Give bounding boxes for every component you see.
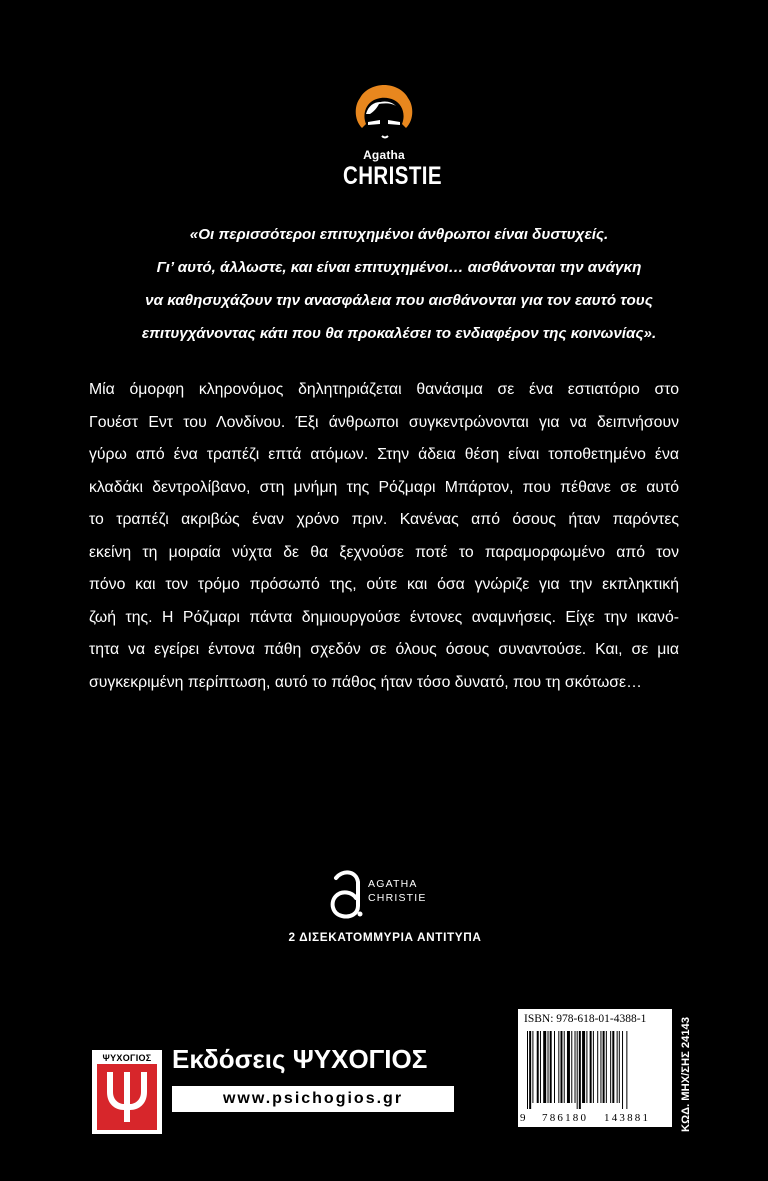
copies-sold-text: 2 ΔΙΣΕΚΑΤΟΜΜΥΡΙΑ ΑΝΤΙΤΥΠΑ	[288, 930, 482, 944]
blurb-line: γύρω από ένα τραπέζι επτά ατόμων. Στην άδεια θέση είναι τοποθετημένο ένα	[89, 446, 679, 463]
blurb-line: εκείνη τη μοιραία νύχτα δε θα ξεχνούσε ποτέ το παραμορφωμένο από τον	[89, 543, 679, 561]
barcode-icon	[527, 1031, 663, 1109]
book-blurb	[89, 374, 679, 699]
quote-line: να καθησυχάζουν την ανασφάλεια που αισθάνονται για τον εαυτό τους	[145, 292, 653, 309]
blurb-line: το τραπέζι ακριβώς έναν χρόνο πριν. Κανένας από όσους ήταν παρόντες	[89, 511, 679, 528]
blurb-line: κλαδάκι δεντρολίβανο, στη μνήμη της Ρόζμαρι Μπάρτον, που πέθανε σε αυτό	[89, 478, 679, 496]
barcode-digit-group-1: 786180	[542, 1112, 589, 1124]
pull-quote	[120, 218, 678, 350]
blurb-line: συγκεκριμένη περίπτωση, αυτό το πάθος ήταν τόσο δυνατό, που τη σκότωσε…	[89, 673, 642, 691]
agatha-christie-signature-logo	[326, 866, 446, 922]
isbn-label: ISBN: 978-618-01-4388-1	[524, 1013, 647, 1025]
signature-line-2: CHRISTIE	[368, 892, 427, 904]
quote-line: επιτυγχάνοντας κάτι που θα προκαλέσει το ενδιαφέρον της κοινωνίας».	[141, 325, 657, 342]
signature-line-1: AGATHA	[368, 878, 418, 890]
agatha-christie-logo	[334, 84, 442, 194]
isbn-barcode-box	[518, 1009, 672, 1127]
logo-last-name: CHRISTIE	[343, 162, 442, 190]
signature-a-icon	[326, 866, 366, 922]
psi-icon	[97, 1064, 157, 1130]
barcode-digit-group-2: 143881	[604, 1112, 651, 1124]
publisher-name: Εκδόσεις ΨΥΧΟΓΙΟΣ	[172, 1044, 428, 1074]
publisher-url[interactable]: www.psichogios.gr	[172, 1086, 454, 1112]
blurb-line: Γουέστ Εντ του Λονδίνου. Έξι άνθρωποι συγκεντρώνονται για να δειπνήσουν	[89, 413, 679, 431]
quote-line: Γι’ αυτό, άλλωστε, και είναι επιτυχημένοι… αισθάνονται την ανάγκη	[156, 259, 642, 276]
blurb-line: τητα να εγείρει έντονα πάθη σχεδόν σε όλους όσους συναντούσε. Και, σε μια	[89, 641, 679, 658]
publisher-block	[92, 1044, 462, 1134]
product-code: ΚΩΔ. ΜΗΧ/ΣΗΣ 24143	[680, 1017, 692, 1132]
logo-first-name: Agatha	[363, 148, 405, 162]
quote-line: «Οι περισσότεροι επιτυχημένοι άνθρωποι είναι δυστυχείς.	[189, 226, 609, 243]
publisher-logo	[92, 1050, 162, 1134]
blurb-line: Μία όμορφη κληρονόμος δηλητηριάζεται θανάσιμα σε ένα εστιατόριο στο	[89, 381, 679, 398]
blurb-line: ζωή της. Η Ρόζμαρι πάντα δημιουργούσε έντονες αναμνήσεις. Είχε την ικανό-	[89, 608, 679, 626]
blurb-line: πόνο και τον τρόμο πρόσωπό της, ούτε και όσα γνώριζε για την εκπληκτική	[89, 576, 679, 593]
agatha-christie-portrait-icon	[352, 84, 416, 146]
barcode-digit-lead: 9	[520, 1112, 526, 1124]
publisher-logo-label: ΨΥΧΟΓΙΟΣ	[102, 1053, 152, 1063]
